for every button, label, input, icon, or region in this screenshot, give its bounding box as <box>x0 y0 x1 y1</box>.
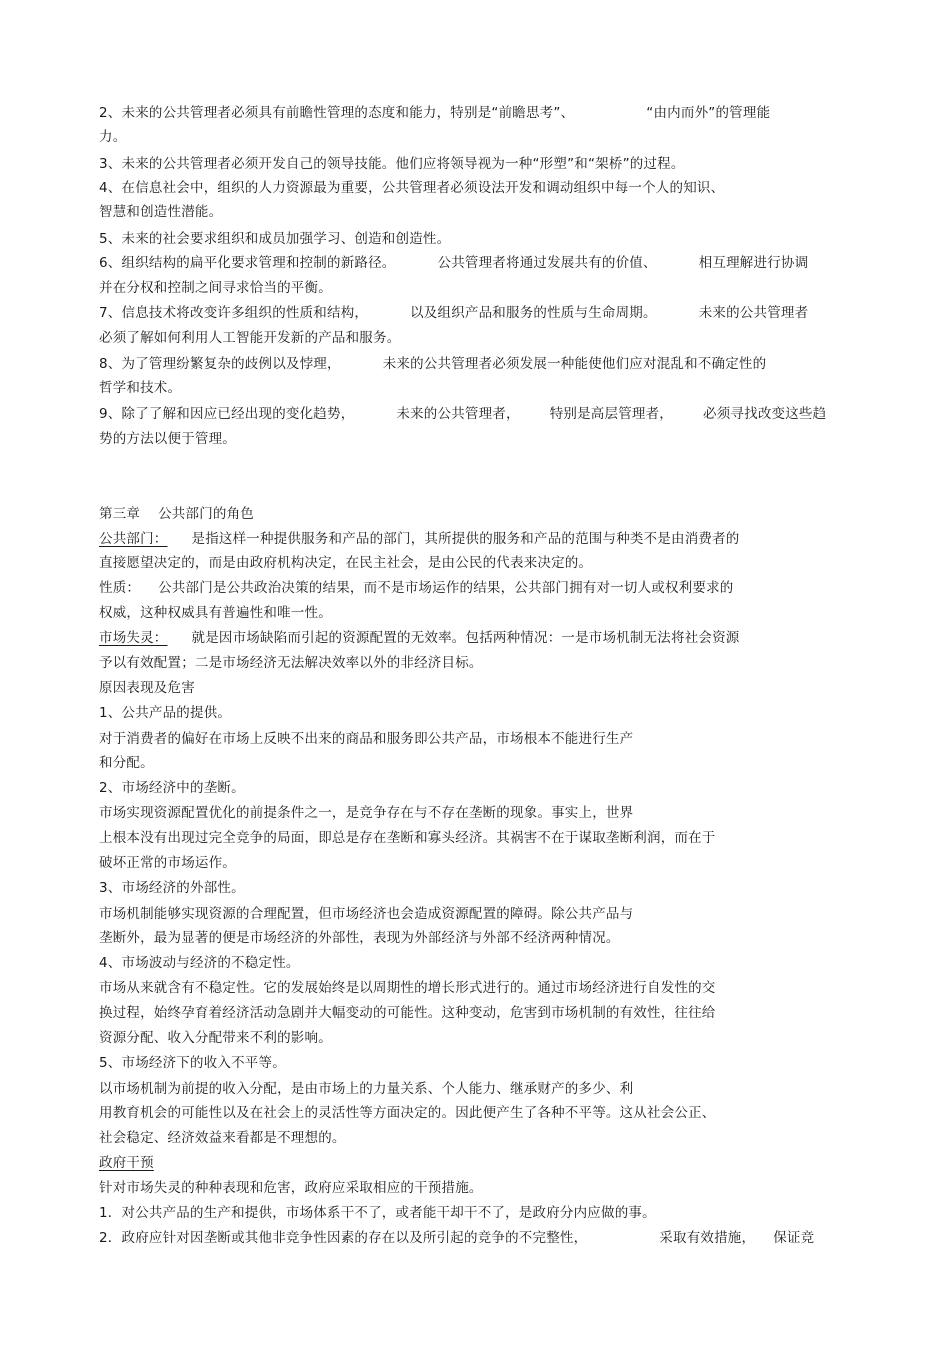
cause-3-text-cont <box>99 929 620 947</box>
chapter-number: 第三章 <box>99 506 141 522</box>
list-item-7-cont <box>99 329 400 347</box>
list-item-4-cont <box>99 203 222 221</box>
text: 用教育机会的可能性以及在社会上的灵活性等方面决定的。因此便产生了各种不平等。这从社会公正、 <box>99 1105 716 1121</box>
text: 予以有效配置；二是市场经济无法解决效率以外的非经济目标。 <box>99 655 483 671</box>
cause-4-text-cont <box>99 1004 716 1022</box>
list-item-9-cont <box>99 430 236 448</box>
cause-1-heading <box>99 704 231 722</box>
cause-4-text-cont2 <box>99 1029 332 1047</box>
text: 对于消费者的偏好在市场上反映不出来的商品和服务即公共产品，市场根本不能进行生产 <box>99 731 634 747</box>
text: 并在分权和控制之间寻求恰当的平衡。 <box>99 280 332 296</box>
cause-4-text <box>99 979 716 997</box>
text: 势的方法以便于管理。 <box>99 431 236 447</box>
text: 公共部门是公共政治决策的结果，而不是市场运作的结果，公共部门拥有对一切人或权利要求的 <box>158 580 734 596</box>
definition-public-sector <box>99 530 740 548</box>
text: 4、市场波动与经济的不稳定性。 <box>99 955 300 971</box>
term-government-intervention: 政府干预 <box>99 1155 154 1171</box>
text: 智慧和创造性潜能。 <box>99 204 223 220</box>
cause-2-text <box>99 804 633 822</box>
text: 公共管理者将通过发展共有的价值、 <box>437 255 657 271</box>
text: 特别是高层管理者， <box>549 406 674 422</box>
text: 就是因市场缺陷而引起的资源配置的无效率。包括两种情况：一是市场机制无法将社会资源 <box>191 630 740 646</box>
text: 必须寻找改变这些趋 <box>703 406 827 422</box>
intervention-intro <box>99 1179 483 1197</box>
text: 2．政府应针对因垄断或其他非竞争性因素的存在以及所引起的竞争的不完整性， <box>99 1230 588 1246</box>
text: 6、组织结构的扁平化要求管理和控制的新路径。 <box>99 255 396 271</box>
cause-3-text <box>99 905 633 923</box>
definition-public-sector-cont <box>99 554 592 572</box>
cause-2-text-cont <box>99 829 716 847</box>
text: 社会稳定、经济效益来看都是不理想的。 <box>99 1130 346 1146</box>
text: 力。 <box>99 129 127 145</box>
list-item-8-cont <box>99 379 181 397</box>
definition-market-failure <box>99 629 740 647</box>
text: 5、未来的社会要求组织和成员加强学习、创造和创造性。 <box>99 231 451 247</box>
text: 市场机制能够实现资源的合理配置，但市场经济也会造成资源配置的障碍。除公共产品与 <box>99 906 634 922</box>
cause-2-heading <box>99 779 245 797</box>
text: 哲学和技术。 <box>99 380 182 396</box>
text: 7、信息技术将改变许多组织的性质和结构， <box>99 305 369 321</box>
text: 破坏正常的市场运作。 <box>99 855 236 871</box>
text: 权威，这种权威具有普遍性和唯一性。 <box>99 605 332 621</box>
text: 针对市场失灵的种种表现和危害，政府应采取相应的干预措施。 <box>99 1180 483 1196</box>
term-public-sector: 公共部门： <box>99 531 168 547</box>
text: 必须了解如何利用人工智能开发新的产品和服务。 <box>99 330 401 346</box>
text: 保证竞 <box>773 1230 815 1246</box>
text: 市场实现资源配置优化的前提条件之一，是竞争存在与不存在垄断的现象。事实上，世界 <box>99 805 634 821</box>
text: 未来的公共管理者 <box>698 305 809 321</box>
list-item-5 <box>99 230 450 248</box>
text: 5、市场经济下的收入不平等。 <box>99 1055 286 1071</box>
cause-4-heading <box>99 954 300 972</box>
chapter-title <box>99 505 254 523</box>
definition-market-failure-cont <box>99 654 483 672</box>
subheading-causes <box>99 679 195 697</box>
nature-line <box>99 579 734 597</box>
text: 未来的公共管理者， <box>396 406 520 422</box>
intervention-2 <box>99 1229 814 1247</box>
cause-3-heading <box>99 879 245 897</box>
text: 未来的公共管理者必须发展一种能使他们应对混乱和不确定性的 <box>382 356 767 372</box>
text: 原因表现及危害 <box>99 680 195 696</box>
text: 3、市场经济的外部性。 <box>99 880 245 896</box>
list-item-3 <box>99 155 685 173</box>
text: 4、在信息社会中，组织的人力资源最为重要，公共管理者必须设法开发和调动组织中每一个人的知识、 <box>99 180 725 196</box>
text: 2、市场经济中的垄断。 <box>99 780 245 796</box>
text: 和分配。 <box>99 755 154 771</box>
label-nature: 性质： <box>99 580 141 596</box>
list-item-2-cont <box>99 128 126 146</box>
list-item-6 <box>99 254 808 272</box>
text: 9、除了了解和因应已经出现的变化趋势， <box>99 406 355 422</box>
cause-1-text-cont <box>99 754 154 772</box>
list-item-9 <box>99 405 826 423</box>
cause-2-text-cont2 <box>99 854 236 872</box>
list-item-7 <box>99 304 808 322</box>
cause-5-text-cont <box>99 1104 716 1122</box>
text: 垄断外，最为显著的便是市场经济的外部性，表现为外部经济与外部不经济两种情况。 <box>99 930 620 946</box>
text: 以市场机制为前提的收入分配，是由市场上的力量关系、个人能力、继承财产的多少、利 <box>99 1081 634 1097</box>
text: 1．对公共产品的生产和提供，市场体系干不了，或者能干却干不了，是政府分内应做的事。 <box>99 1205 656 1221</box>
cause-1-text <box>99 730 633 748</box>
text: 8、为了管理纷繁复杂的歧例以及悖理， <box>99 356 341 372</box>
nature-line-cont <box>99 604 332 622</box>
list-item-2 <box>99 104 770 122</box>
text: 资源分配、收入分配带来不利的影响。 <box>99 1030 332 1046</box>
cause-5-text-cont2 <box>99 1129 346 1147</box>
subheading-government-intervention <box>99 1154 166 1172</box>
cause-5-text <box>99 1080 633 1098</box>
list-item-6-cont <box>99 279 332 297</box>
list-item-8 <box>99 355 766 373</box>
text: 上根本没有出现过完全竞争的局面，即总是存在垄断和寡头经济。其祸害不在于谋取垄断利润，而在于 <box>99 830 716 846</box>
text: 换过程，始终孕育着经济活动急剧并大幅变动的可能性。这种变动，危害到市场机制的有效性，往往给 <box>99 1005 716 1021</box>
text: 3、未来的公共管理者必须开发自己的领导技能。他们应将领导视为一种“形塑”和“架桥”的过程。 <box>99 156 685 172</box>
text: 直接愿望决定的，而是由政府机构决定，在民主社会，是由公民的代表来决定的。 <box>99 555 593 571</box>
text: 1、公共产品的提供。 <box>99 705 232 721</box>
text: “由内而外”的管理能 <box>646 105 771 121</box>
cause-5-heading <box>99 1054 286 1072</box>
intervention-1 <box>99 1204 656 1222</box>
list-item-4 <box>99 179 724 197</box>
text: 采取有效措施， <box>659 1230 756 1246</box>
text: 以及组织产品和服务的性质与生命周期。 <box>410 305 657 321</box>
text: 是指这样一种提供服务和产品的部门，其所提供的服务和产品的范围与种类不是由消费者的 <box>191 531 740 547</box>
text: 市场从来就含有不稳定性。它的发展始终是以周期性的增长形式进行的。通过市场经济进行自发性的交 <box>99 980 716 996</box>
chapter-name: 公共部门的角色 <box>158 506 255 522</box>
text: 2、未来的公共管理者必须具有前瞻性管理的态度和能力，特别是“前瞻思考”、 <box>99 105 575 121</box>
text: 相互理解进行协调 <box>698 255 809 271</box>
term-market-failure: 市场失灵： <box>99 630 168 646</box>
